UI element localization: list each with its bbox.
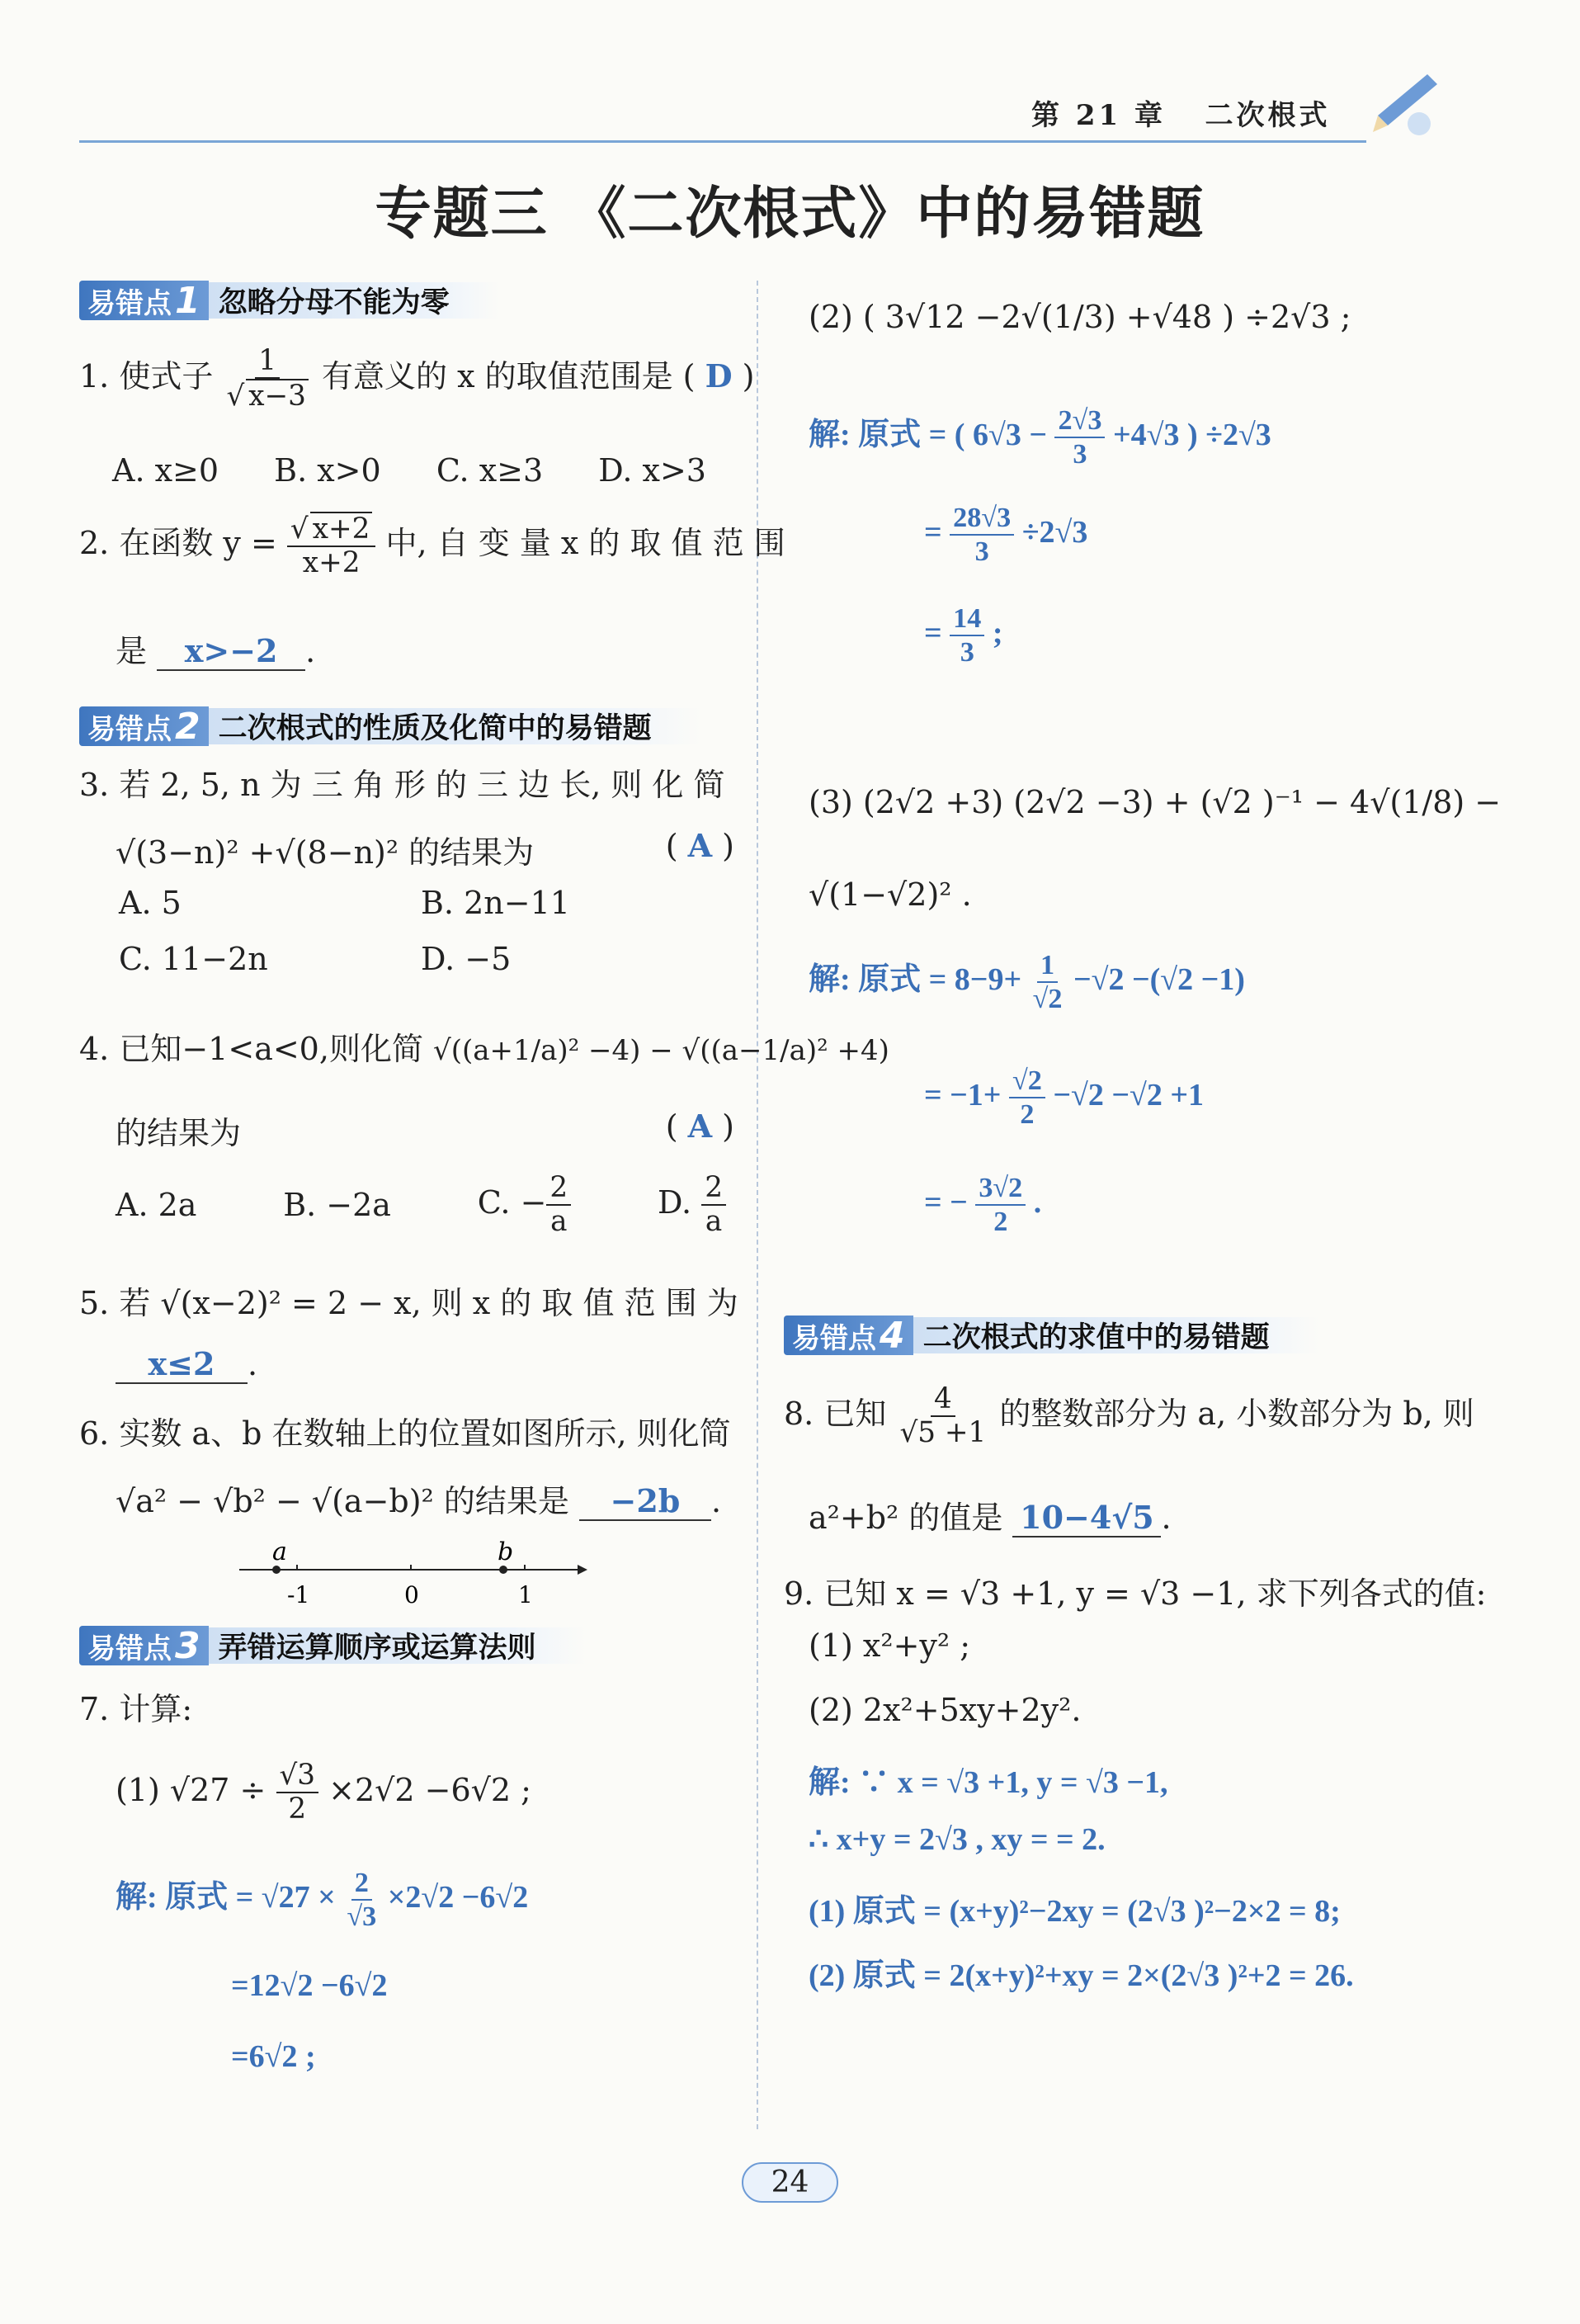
q4-options — [116, 1172, 726, 1239]
question-4: 4. 已知−1<a<0,则化简 √((a+1/a)² −4) − √((a−1/a)² +4) — [79, 1031, 889, 1067]
q8-line2: a²+b² 的值是 10−4√5 . — [809, 1499, 1172, 1536]
section-title: 二次根式的求值中的易错题 — [913, 1317, 1319, 1353]
section-tag: 易错点 3 — [79, 1626, 209, 1665]
tick-label: 0 — [404, 1581, 419, 1608]
page-number: 24 — [0, 2162, 1580, 2203]
q7-solution1-step1: 解: 原式 = √27 × $\frac{2}{√3}$ ×2√2 −6√2 — [116, 1868, 529, 1933]
option-a: A. 2a — [116, 1187, 197, 1224]
q4-line2: 的结果为 ( A ) — [116, 1108, 734, 1151]
q9-solution-line3: (1) 原式 = (x+y)²−2xy = (2√3 )²−2×2 = 8; — [809, 1894, 1341, 1929]
q7-part3: (3) (2√2 +3) (2√2 −3) + (√2 )⁻¹ − 4√(1/8) − — [809, 784, 1502, 820]
answer-blank: 10−4√5 — [1012, 1499, 1161, 1538]
answer-blank: x>−2 — [157, 632, 305, 671]
q6-expr: √a² − √b² − √(a−b)² 的结果是 −2b . — [116, 1482, 722, 1519]
chapter-title: 二次根式 — [1205, 99, 1331, 132]
fraction: $\frac{1}{√ x-3}$ — [223, 345, 311, 413]
tick-label: 1 — [518, 1581, 533, 1608]
answer: A — [687, 1108, 713, 1145]
option-d: D. −5 — [421, 941, 512, 977]
answer: A — [687, 827, 713, 864]
q7-solution3-step2: = −1+ $\frac{√2}{2}$ −√2 −√2 +1 — [924, 1065, 1204, 1131]
q7-solution1-step3: =6√2 ; — [231, 2039, 316, 2074]
question-2: 2. 在函数 y = $\frac{√ x+2}{x+2}$ 中, 自 变 量 x 的 取 值 范 围 — [79, 513, 785, 580]
q9-solution-line4: (2) 原式 = 2(x+y)²+xy = 2×(2√3 )²+2 = 26. — [809, 1958, 1354, 1993]
question-5: 5. 若 √(x−2)² = 2 − x, 则 x 的 取 值 范 围 为 — [79, 1285, 738, 1321]
answer-blank: −2b — [579, 1482, 711, 1521]
q7-part1: (1) √27 ÷ $\frac{√3}{2}$ ×2√2 −6√2 ; — [116, 1759, 531, 1826]
number-line — [231, 1535, 594, 1609]
section-tag: 易错点 2 — [79, 706, 209, 746]
section-header-2 — [79, 706, 701, 746]
question-3: 3. 若 2, 5, n 为 三 角 形 的 三 边 长, 则 化 简 — [79, 767, 725, 803]
header-rule — [79, 140, 1366, 143]
question-6: 6. 实数 a、b 在数轴上的位置如图所示, 则化简 — [79, 1415, 731, 1452]
page-title: 专题三 《二次根式》中的易错题 — [375, 182, 1205, 247]
section-title: 二次根式的性质及化简中的易错题 — [209, 708, 701, 744]
q7-part2: (2) ( 3√12 −2√(1/3) +√48 ) ÷2√3 ; — [809, 299, 1351, 335]
q7-solution2-step3: = $\frac{14}{3}$ ; — [924, 603, 1003, 668]
question-8: 8. 已知 $\frac{4}{√5 +1}$ 的整数部分为 a, 小数部分为 b, 则 — [784, 1382, 1474, 1450]
label-a: a — [272, 1538, 287, 1566]
section-tag: 易错点 1 — [79, 281, 209, 320]
q9-solution-line1: 解: ∵ x = √3 +1, y = √3 −1, — [809, 1765, 1168, 1800]
section-title: 忽略分母不能为零 — [209, 282, 499, 319]
fraction: $\frac{√ x+2}{x+2}$ — [287, 512, 375, 580]
section-tag: 易错点 4 — [784, 1316, 913, 1355]
option-c: C. x≥3 — [436, 452, 544, 489]
option-b: B. −2a — [283, 1187, 391, 1224]
section-header-1 — [79, 281, 499, 320]
chapter-header — [1031, 92, 1331, 133]
section-title: 弄错运算顺序或运算法则 — [209, 1627, 586, 1664]
q7-solution2-step2: = $\frac{28√3}{3}$ ÷2√3 — [924, 503, 1088, 568]
option-d: D. x>3 — [598, 452, 706, 489]
option-b: B. x>0 — [274, 452, 381, 489]
section-header-3 — [79, 1626, 586, 1665]
tick-label: -1 — [287, 1581, 310, 1608]
q7-solution3-step3: = − $\frac{3√2}{2}$ . — [924, 1173, 1042, 1238]
label-b: b — [498, 1538, 514, 1566]
question-7: 7. 计算: — [79, 1691, 193, 1727]
option-a: A. x≥0 — [112, 452, 219, 489]
q7-solution2-step1: 解: 原式 = ( 6√3 − $\frac{2√3}{3}$ +4√3 ) ÷2√3 — [809, 405, 1271, 470]
q9-solution-line2: ∴ x+y = 2√3 , xy = = 2. — [809, 1822, 1106, 1857]
answer: D — [705, 357, 733, 394]
question-1: 1. 使式子 $\frac{1}{√ x-3}$ 有意义的 x 的取值范围是 ( D ) — [79, 344, 755, 413]
q9-part1: (1) x²+y² ; — [809, 1627, 970, 1664]
option-b: B. 2n−11 — [421, 885, 570, 921]
chapter-number: 第 21 章 — [1031, 99, 1166, 132]
q7-solution1-step2: =12√2 −6√2 — [231, 1968, 388, 2003]
section-header-4 — [784, 1316, 1319, 1355]
q1-options — [112, 452, 706, 489]
q7-solution3-step1: 解: 原式 = 8−9+ $\frac{1}{√2}$ −√2 −(√2 −1) — [809, 950, 1245, 1015]
q5-line2: x≤2 . — [116, 1345, 257, 1384]
q9-part2: (2) 2x²+5xy+2y². — [809, 1692, 1082, 1728]
q2-line2: 是 x>−2 . — [116, 632, 316, 669]
option-c: C. 11−2n — [119, 941, 268, 977]
pencil-hat-icon — [1370, 66, 1444, 149]
q3-expr: √(3−n)² +√(8−n)² 的结果为 ( A ) — [116, 827, 734, 871]
question-9: 9. 已知 x = √3 +1, y = √3 −1, 求下列各式的值: — [784, 1575, 1487, 1612]
q7-part3-line2: √(1−√2)² . — [809, 876, 972, 913]
option-c: C. − $\frac{2}{a}$ — [478, 1172, 571, 1239]
option-d: D. $\frac{2}{a}$ — [658, 1172, 726, 1239]
option-a: A. 5 — [119, 885, 182, 921]
answer-blank: x≤2 — [116, 1345, 248, 1384]
